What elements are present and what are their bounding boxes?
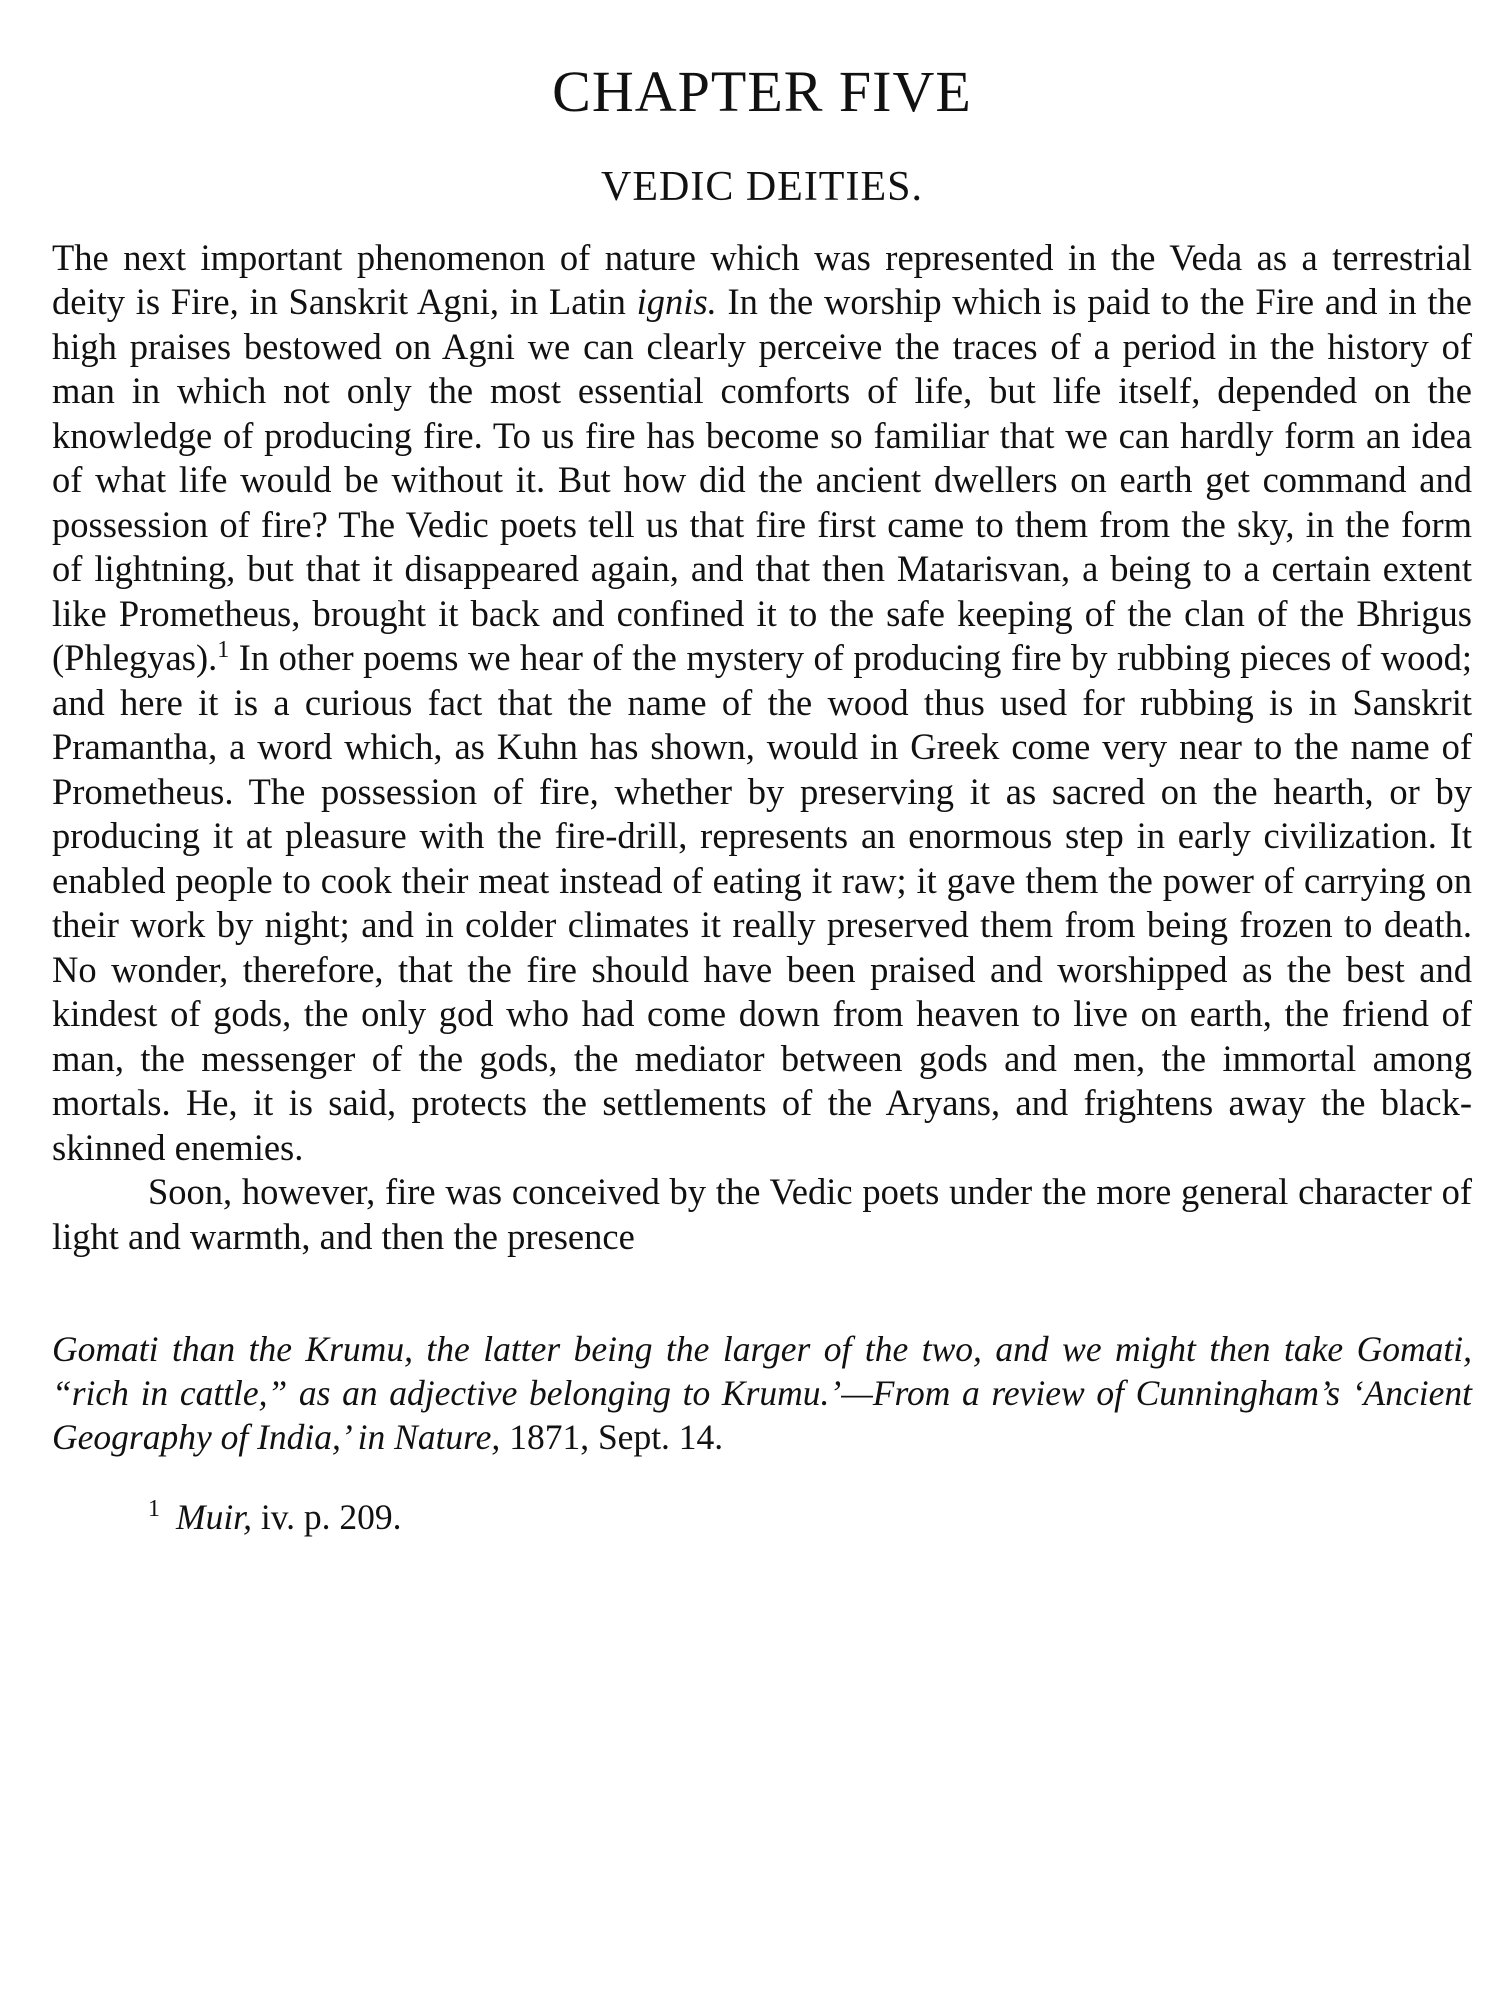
footnote-source: Muir, — [176, 1496, 252, 1537]
footnote-reference: 1 — [217, 637, 230, 664]
footnote-mark: 1 — [148, 1496, 160, 1523]
paragraph-fire-text-1: The next important phenomenon of nature which was represented in the Veda as a terrestrial deity is Fire, in Sanskrit Agni, in Latin — [52, 236, 1472, 323]
paragraph-fire-text-2: In the worship which is paid to the Fire and in the high praises bestowed on Agni we can clearly perceive the traces of a period in the history of man in which not only the most essential comforts of life, but life itself, depended on the knowledge of producing fire. To us fire has become so familiar that we can hardly form an idea of what life would be without it. But how did the ancient dwellers on earth get command and possession of fire? The Vedic poets tell us that fire first came to them from the sky, in the form of lightning, but that it disappeared again, and that then Matarisvan, a being to a certain extent like Prometheus, brought it back and confined it to the safe keeping of the clan of the Bhrigus (Phlegyas). — [52, 281, 1472, 679]
footnote — [52, 1495, 1472, 1539]
book-page — [52, 60, 1472, 1574]
chapter-title: CHAPTER FIVE — [552, 59, 972, 124]
paragraph-light-warmth: Soon, however, fire was conceived by the Vedic poets under the more general character of light and warmth, and then the presence — [52, 1171, 1472, 1257]
quoted-review-date: 1871, Sept. 14. — [500, 1417, 724, 1458]
section-title: VEDIC DEITIES. — [601, 163, 923, 210]
latin-word-ignis: ignis. — [636, 281, 717, 323]
quoted-review — [52, 1327, 1472, 1459]
quoted-review-text: Gomati than the Krumu, the latter being the larger of the two, and we might then take Gomati, “rich in cattle,” as an adjective belonging to Krumu.’—From a review of Cunningham’s ‘Ancient Geography of India,’ in Nature, — [52, 1329, 1472, 1458]
paragraph-fire — [52, 236, 1472, 1171]
paragraph-fire-text-3: In other poems we hear of the mystery of producing fire by rubbing pieces of wood; and here it is a curious fact that the name of the wood thus used for rubbing is in Sanskrit Pramantha, a word which, as Kuhn has shown, would in Greek come very near to the name of Prometheus. The possession of fire, whether by preserving it as sacred on the hearth, or by producing it at pleasure with the fire-drill, represents an enormous step in early civilization. It enabled people to cook their meat instead of eating it raw; it gave them the power of carrying on their work by night; and in colder climates it really preserved them from being frozen to death. No wonder, therefore, that the fire should have been praised and worshipped as the best and kindest of gods, the only god who had come down from heaven to live on earth, the friend of man, the messenger of the gods, the mediator between gods and men, the immortal among mortals. He, it is said, protects the settlements of the Aryans, and frightens away the black-skinned enemies. — [52, 637, 1472, 1168]
footnote-reference-text: iv. p. 209. — [251, 1496, 402, 1537]
